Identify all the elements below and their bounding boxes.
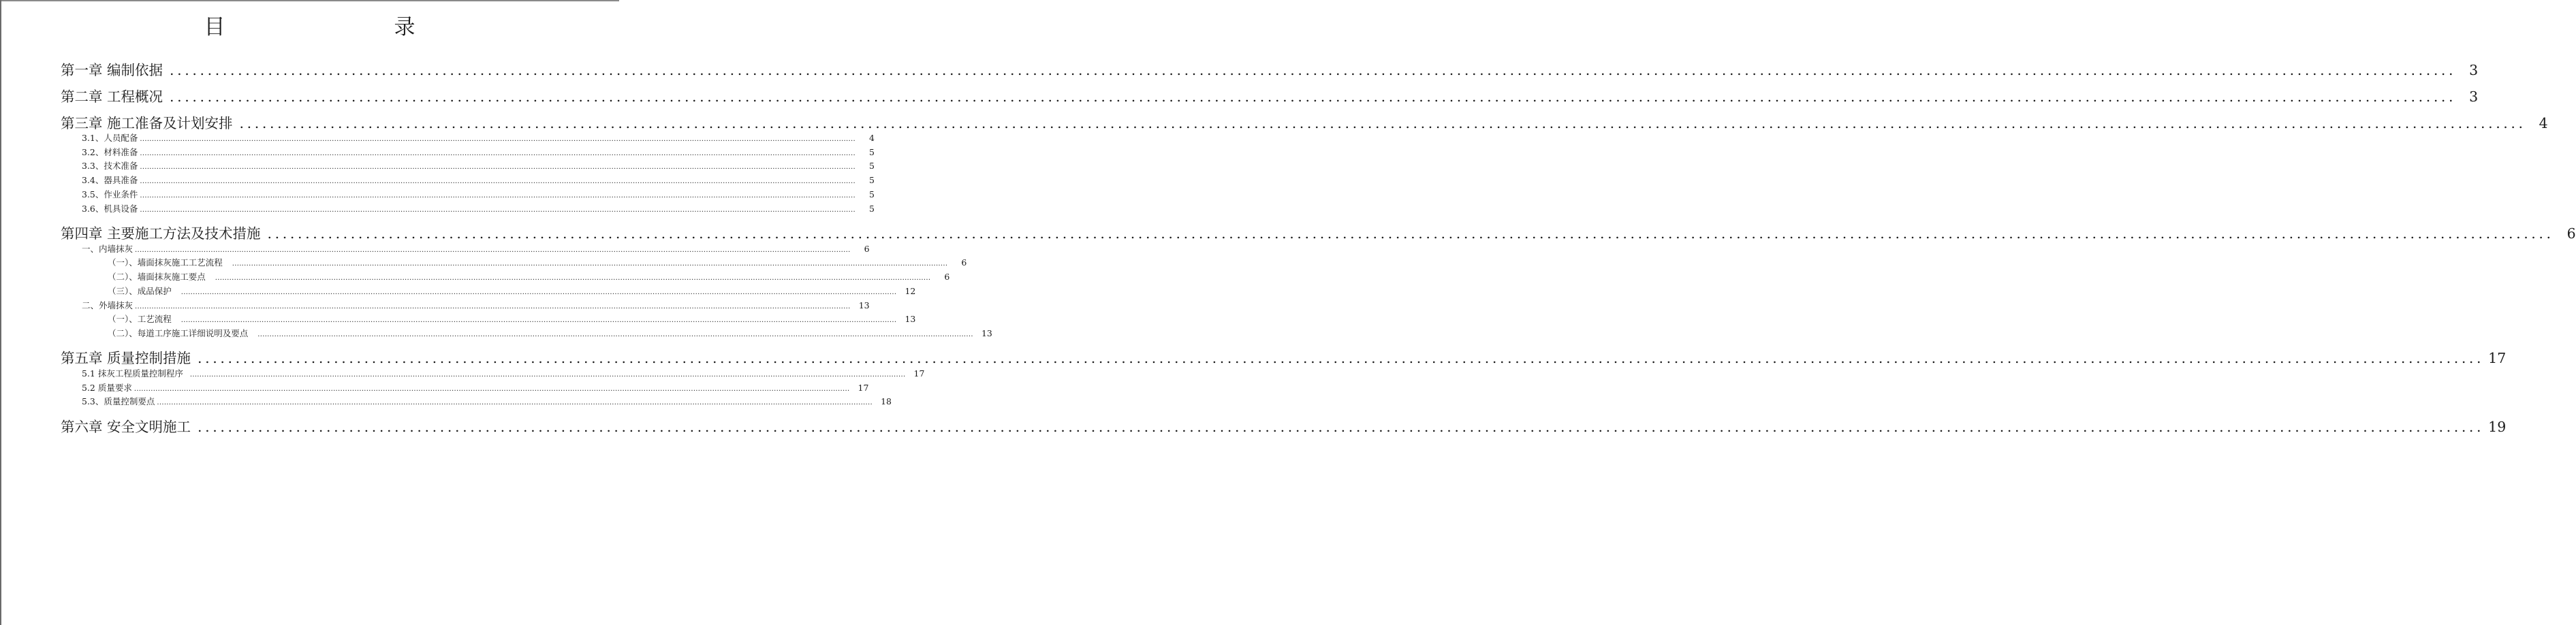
toc-page-number: 13: [858, 300, 870, 310]
toc-leader-dots: ..............................................................................................................................................................................................................................................................................................................: [257, 331, 973, 338]
toc-section-3-1[interactable]: [82, 131, 875, 144]
page-title: 目 录: [204, 15, 458, 39]
toc-page-number: 3: [2469, 89, 2479, 105]
toc-leader-dots: ..............................................................................................................................................................................................................................................................................................................: [180, 289, 897, 296]
toc-section-3-3[interactable]: [82, 159, 875, 172]
toc-section-3-6[interactable]: [82, 202, 875, 214]
toc-page-number: 12: [905, 286, 916, 296]
toc-leader-dots: ..............................................................................................................................................................................................................................................................................................................: [140, 163, 855, 171]
toc-leader-dots: ..............................................................................................................................................................................................................................................................................................................: [133, 385, 850, 393]
toc-entry-label: 3.4、器具准备: [82, 175, 138, 185]
toc-entry-label: 第六章 安全文明施工: [61, 419, 191, 435]
toc-leader-dots: ..............................................................................................................................................................................................................................................................................................................: [180, 317, 897, 324]
toc-page-number: 18: [881, 396, 892, 406]
toc-page-number: 6: [944, 272, 950, 282]
toc-chapter-5[interactable]: [61, 347, 2507, 366]
toc-entry-label: 5.1 抹灰工程质量控制程序: [82, 368, 183, 379]
toc-entry-label: 二、外墙抹灰: [82, 300, 133, 310]
toc-page-number: 13: [905, 314, 916, 324]
toc-entry-label: 5.2 质量要求: [82, 383, 132, 393]
page-top-border: [0, 0, 619, 1]
toc-entry-label: 3.1、人员配备: [82, 133, 138, 143]
toc-entry-label: 第五章 质量控制措施: [61, 350, 191, 366]
toc-subsection-4-1-1[interactable]: [108, 256, 967, 268]
toc-leader-dots: ..............................................................................................................................................................................................................................................................................................................: [140, 135, 855, 143]
toc-chapter-4[interactable]: [61, 222, 2576, 242]
toc-subsection-4-2-2[interactable]: [108, 327, 992, 339]
toc-page-number: 17: [2488, 350, 2507, 366]
toc-page-number: 17: [913, 368, 925, 379]
toc-chapter-1[interactable]: [61, 59, 2479, 78]
toc-leader-dots: ..............................................................................................................................................................................................................................................................................................................: [189, 371, 906, 379]
toc-entry-label: 3.2、材料准备: [82, 147, 138, 157]
toc-subsection-4-1-2[interactable]: [108, 270, 950, 283]
toc-page-number: 6: [2566, 225, 2576, 242]
toc-page-number: 13: [981, 328, 992, 338]
toc-page-number: 19: [2488, 419, 2507, 435]
toc-entry-label: （二）、每道工序施工详细说明及要点: [108, 328, 249, 338]
toc-leader-dots: ..............................................................................................................................................................................................................................................................................................................: [170, 62, 2457, 78]
toc-leader-dots: ..............................................................................................................................................................................................................................................................................................................: [239, 115, 2526, 131]
toc-leader-dots: ..............................................................................................................................................................................................................................................................................................................: [140, 178, 855, 185]
toc-page-number: 5: [869, 147, 875, 157]
toc-section-5-1[interactable]: [82, 367, 925, 379]
toc-chapter-2[interactable]: [61, 85, 2479, 105]
toc-page-number: 5: [869, 175, 875, 185]
toc-page-number: 6: [961, 257, 967, 268]
toc-page-number: 3: [2469, 62, 2479, 78]
toc-section-3-5[interactable]: [82, 188, 875, 200]
toc-entry-label: 一、内墙抹灰: [82, 244, 133, 254]
toc-entry-label: （一）、工艺流程: [108, 314, 172, 324]
page-left-border: [0, 0, 1, 625]
toc-entry-label: 第二章 工程概况: [61, 89, 163, 105]
toc-entry-label: 第四章 主要施工方法及技术措施: [61, 225, 261, 242]
toc-leader-dots: ..............................................................................................................................................................................................................................................................................................................: [140, 150, 855, 157]
toc-leader-dots: ..............................................................................................................................................................................................................................................................................................................: [267, 225, 2554, 242]
toc-leader-dots: ..............................................................................................................................................................................................................................................................................................................: [135, 246, 851, 254]
toc-entry-label: 第一章 编制依据: [61, 62, 163, 78]
toc-entry-label: 5.3、质量控制要点: [82, 396, 155, 406]
toc-page-number: 5: [869, 161, 875, 171]
toc-section-5-3[interactable]: [82, 395, 892, 407]
toc-page-number: 4: [869, 133, 875, 143]
toc-leader-dots: ..............................................................................................................................................................................................................................................................................................................: [170, 89, 2457, 105]
toc-section-3-4[interactable]: [82, 174, 875, 186]
toc-leader-dots: ..............................................................................................................................................................................................................................................................................................................: [140, 192, 855, 199]
toc-subsection-4-2-1[interactable]: [108, 312, 916, 325]
toc-section-3-2[interactable]: [82, 146, 875, 158]
toc-page-number: 5: [869, 204, 875, 214]
toc-subsection-4-1-3[interactable]: [108, 285, 916, 297]
toc-section-4-2[interactable]: [82, 299, 870, 311]
toc-section-5-2[interactable]: [82, 381, 869, 394]
toc-entry-label: 3.3、技术准备: [82, 161, 138, 171]
toc-leader-dots: ..............................................................................................................................................................................................................................................................................................................: [140, 206, 855, 214]
toc-page-number: 5: [869, 189, 875, 199]
toc-entry-label: （二）、墙面抹灰施工要点: [108, 272, 206, 282]
toc-leader-dots: ..............................................................................................................................................................................................................................................................................................................: [135, 303, 851, 310]
toc-entry-label: 第三章 施工准备及计划安排: [61, 115, 233, 131]
toc-entry-label: （三）、成品保护: [108, 286, 172, 296]
toc-page-number: 6: [864, 244, 870, 254]
toc-leader-dots: ..............................................................................................................................................................................................................................................................................................................: [198, 350, 2485, 366]
toc-entry-label: （一）、墙面抹灰施工工艺流程: [108, 257, 223, 268]
toc-entry-label: 3.6、机具设备: [82, 204, 138, 214]
toc-leader-dots: ..............................................................................................................................................................................................................................................................................................................: [232, 260, 948, 268]
toc-section-4-1[interactable]: [82, 242, 870, 255]
toc-chapter-6[interactable]: [61, 415, 2507, 435]
toc-leader-dots: ..............................................................................................................................................................................................................................................................................................................: [198, 419, 2485, 435]
toc-leader-dots: ..............................................................................................................................................................................................................................................................................................................: [157, 399, 873, 406]
toc-entry-label: 3.5、作业条件: [82, 189, 138, 199]
toc-page-number: 4: [2539, 115, 2548, 131]
toc-chapter-3[interactable]: [61, 112, 2548, 131]
toc-leader-dots: ..............................................................................................................................................................................................................................................................................................................: [215, 274, 931, 282]
toc-page-number: 17: [858, 383, 869, 393]
